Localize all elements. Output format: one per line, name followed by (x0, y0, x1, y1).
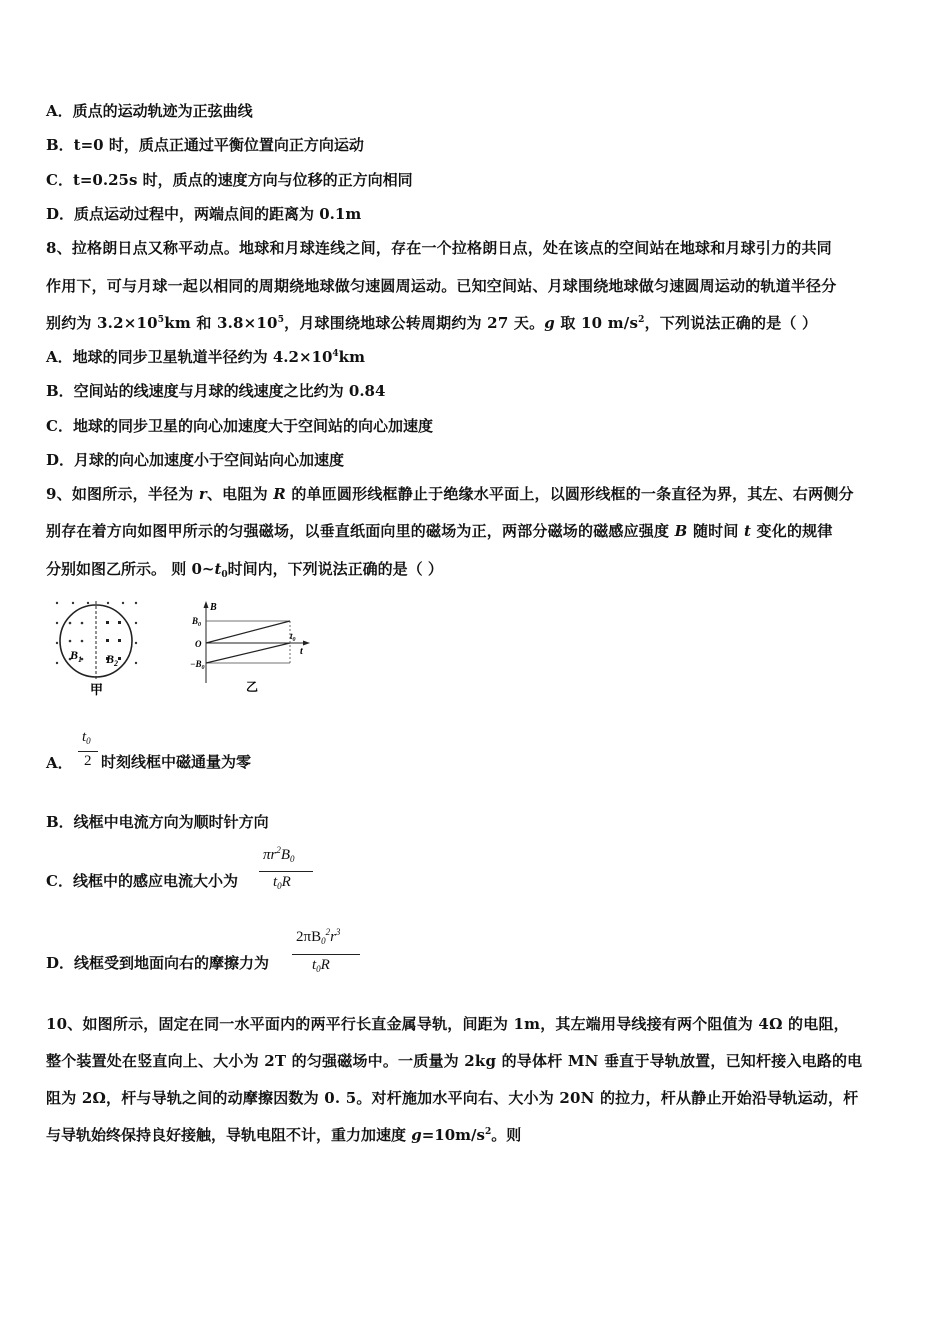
figure-yi-caption: 乙 (246, 680, 259, 694)
q9-option-a-fraction: $t_0$ 2 (78, 729, 100, 775)
axis-label-t: t (300, 646, 303, 657)
q10-stem-line-4: 与导轨始终保持良好接触，导轨电阻不计，重力加速度 $g=10m/s^2$。则 (46, 1126, 522, 1144)
q9-stem-line-1: 9、如图所示，半径为 r、电阻为 R 的单匝圆形线框静止于绝缘水平面上，以圆形线框的一条直径为界，其左、右两侧分 (46, 485, 854, 503)
figure-jia (48, 593, 148, 697)
q8-stem-line-2: 作用下，可与月球一起以相同的周期绕地球做匀速圆周运动。已知空间站、月球围绕地球做匀速圆周运动的轨道半径分 (46, 277, 837, 295)
q9-option-b: B．线框中电流方向为顺时针方向 (46, 813, 269, 831)
figure-jia-caption: 甲 (90, 682, 104, 697)
q7-option-d: D．质点运动过程中，两端点间的距离为 0.1m (46, 205, 362, 223)
q8-option-d: D．月球的向心加速度小于空间站向心加速度 (46, 451, 345, 469)
label-b2: $B_2$ (106, 652, 119, 668)
q8-option-b: B．空间站的线速度与月球的线速度之比约为 0.84 (46, 382, 386, 400)
q9-option-d-fraction: $2\pi B_0^2r^3$ $t_0R$ (292, 927, 362, 981)
tick-b0: $B_0$ (192, 616, 202, 628)
q9-stem-line-3: 分别如图乙所示。 则 $0\sim t_0$时间内，下列说法正确的是（ ） (46, 560, 443, 580)
tick-t0: $t_0$ (290, 631, 296, 643)
q7-option-a: A．质点的运动轨迹为正弦曲线 (46, 102, 253, 120)
q8-stem-line-3: 别约为 $3.2\times 10^5km$ 和 $3.8\times 10^5$，月球围绕地球公转周期约为 27 天。g 取 10 $m/s^2$，下列说法正确的是（ ） (46, 314, 818, 332)
label-b1: $B_1$ (70, 648, 83, 664)
q7-option-c: C．t=0.25s 时，质点的速度方向与位移的正方向相同 (46, 171, 413, 189)
q10-stem-line-3: 阻为 2Ω，杆与导轨之间的动摩擦因数为 0. 5。对杆施加水平向右、大小为 20N 的拉力，杆从静止开始沿导轨运动，杆 (46, 1089, 859, 1107)
figure-yi (190, 599, 314, 695)
origin-label: O (195, 639, 202, 649)
q8-option-c: C．地球的同步卫星的向心加速度大于空间站的向心加速度 (46, 417, 433, 435)
q9-stem-line-2: 别存在着方向如图甲所示的匀强磁场，以垂直纸面向里的磁场为正，两部分磁场的磁感应强度 B 随时间 t 变化的规律 (46, 522, 833, 540)
q9-option-a-text: 时刻线框中磁通量为零 (101, 753, 252, 771)
graph-line-rising (206, 621, 290, 643)
q8-option-a: A．地球的同步卫星轨道半径约为 $4.2\times 10^4km$ (46, 348, 365, 366)
q8-stem-line-1: 8、拉格朗日点又称平动点。地球和月球连线之间，存在一个拉格朗日点，处在该点的空间站在地球和月球引力的共同 (46, 239, 832, 257)
q7-option-b: B．t=0 时，质点正通过平衡位置向正方向运动 (46, 136, 364, 154)
q9-option-c-fraction: $\pi r^2B_0$ $t_0R$ (259, 845, 315, 897)
q9-option-a-label: A． (46, 754, 73, 772)
axis-label-b: B (210, 602, 217, 613)
q9-option-d-text: D．线框受到地面向右的摩擦力为 (46, 954, 270, 972)
q10-stem-line-1: 10、如图所示，固定在同一水平面内的两平行长直金属导轨，间距为 1m，其左端用导线接有两个阻值为 4Ω 的电阻， (46, 1015, 849, 1033)
graph-line-falling (206, 643, 290, 663)
q10-stem-line-2: 整个装置处在竖直向上、大小为 2T 的匀强磁场中。一质量为 2kg 的导体杆 MN 垂直于导轨放置，已知杆接入电路的电 (46, 1052, 863, 1070)
tick-neg-b0: $-B_0$ (190, 659, 205, 671)
q9-option-c-text: C．线框中的感应电流大小为 (46, 872, 238, 890)
